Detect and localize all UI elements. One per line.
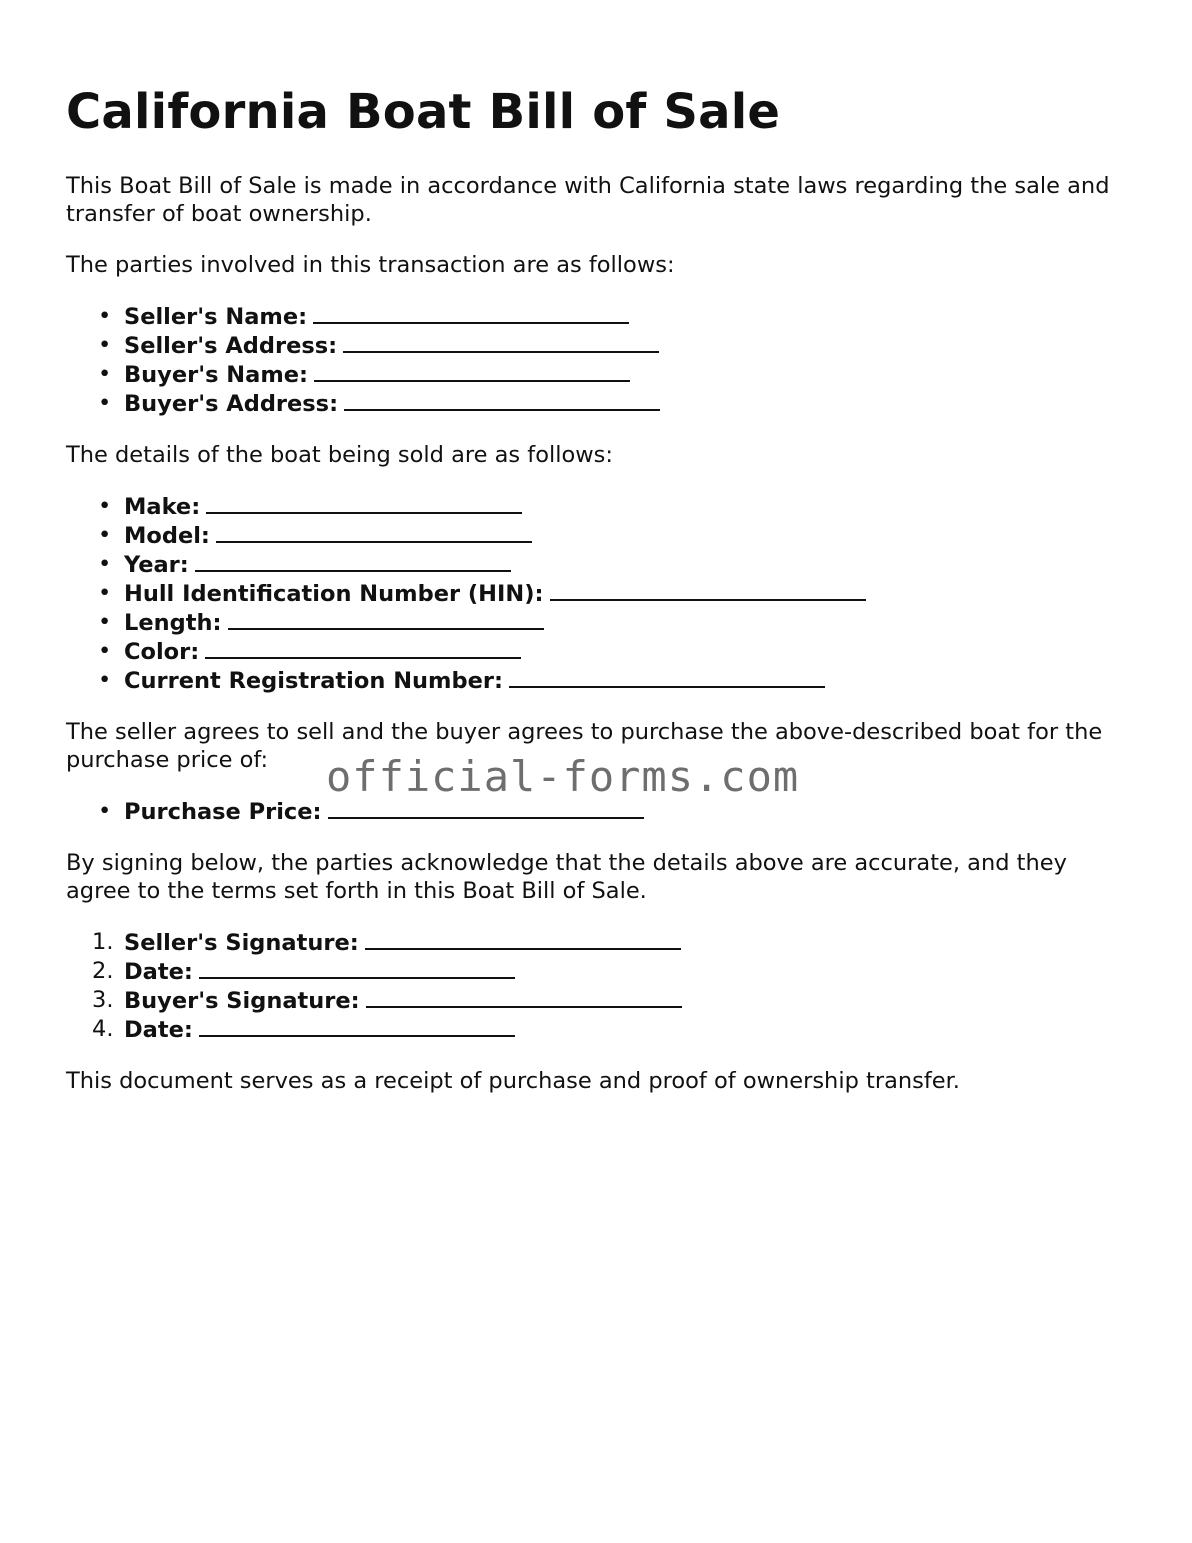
item-number: 4. [92, 1016, 114, 1042]
signature-intro: By signing below, the parties acknowledge that the details above are accurate, and they agree to the terms set forth in this Boat Bill of Sale. [66, 850, 1067, 904]
item-number: 3. [92, 987, 114, 1013]
bullet-icon: • [98, 390, 112, 416]
buyer-date-blank[interactable] [199, 1015, 515, 1037]
boat-details-list [66, 492, 1136, 695]
list-item [98, 492, 1136, 521]
parties-list [66, 302, 1136, 418]
list-item [98, 302, 1136, 331]
bullet-icon: • [98, 303, 112, 329]
list-item [92, 928, 1136, 957]
intro-paragraph: This Boat Bill of Sale is made in accordance with California state laws regarding the sale and transfer of boat ownership. [66, 173, 1110, 227]
field-label: Make: [124, 494, 201, 520]
sellers-name-blank[interactable] [313, 302, 629, 324]
field-label: Color: [124, 639, 200, 665]
bullet-icon: • [98, 361, 112, 387]
bullet-icon: • [98, 522, 112, 548]
seller-signature-blank[interactable] [365, 928, 681, 950]
closing-paragraph: This document serves as a receipt of purchase and proof of ownership transfer. [66, 1068, 960, 1094]
field-label: Buyer's Name: [124, 362, 309, 388]
bullet-icon: • [98, 332, 112, 358]
field-label: Seller's Address: [124, 333, 338, 359]
list-item [98, 666, 1136, 695]
boat-details-intro: The details of the boat being sold are as follows: [66, 442, 613, 468]
field-label: Buyer's Address: [124, 391, 339, 417]
registration-number-blank[interactable] [509, 666, 825, 688]
buyers-name-blank[interactable] [314, 360, 630, 382]
bullet-icon: • [98, 493, 112, 519]
bullet-icon: • [98, 638, 112, 664]
field-label: Date: [124, 1017, 193, 1043]
price-intro: The seller agrees to sell and the buyer agrees to purchase the above-described boat for the purchase price of: [66, 719, 1103, 773]
field-label: Year: [124, 552, 189, 578]
bullet-icon: • [98, 551, 112, 577]
field-label: Hull Identification Number (HIN): [124, 581, 544, 607]
item-number: 1. [92, 929, 114, 955]
item-number: 2. [92, 958, 114, 984]
field-label: Length: [124, 610, 222, 636]
field-label: Buyer's Signature: [124, 988, 360, 1014]
document-page [66, 78, 1136, 1095]
list-item [98, 521, 1136, 550]
list-item [92, 957, 1136, 986]
bullet-icon: • [98, 609, 112, 635]
list-item [98, 389, 1136, 418]
field-label: Seller's Signature: [124, 930, 359, 956]
list-item [92, 986, 1136, 1015]
list-item [98, 637, 1136, 666]
buyers-address-blank[interactable] [344, 389, 660, 411]
year-blank[interactable] [195, 550, 511, 572]
bullet-icon: • [98, 667, 112, 693]
hin-blank[interactable] [550, 579, 866, 601]
parties-intro: The parties involved in this transaction are as follows: [66, 252, 675, 278]
field-label: Current Registration Number: [124, 668, 503, 694]
bullet-icon: • [98, 580, 112, 606]
length-blank[interactable] [228, 608, 544, 630]
field-label: Purchase Price: [124, 799, 322, 825]
list-item [98, 360, 1136, 389]
list-item [98, 608, 1136, 637]
list-item [92, 1015, 1136, 1044]
seller-date-blank[interactable] [199, 957, 515, 979]
signature-list [66, 928, 1136, 1044]
field-label: Date: [124, 959, 193, 985]
color-blank[interactable] [205, 637, 521, 659]
sellers-address-blank[interactable] [343, 331, 659, 353]
field-label: Model: [124, 523, 210, 549]
model-blank[interactable] [216, 521, 532, 543]
watermark-text: official-forms.com [326, 752, 800, 801]
list-item [98, 550, 1136, 579]
make-blank[interactable] [206, 492, 522, 514]
buyer-signature-blank[interactable] [366, 986, 682, 1008]
field-label: Seller's Name: [124, 304, 308, 330]
list-item [98, 331, 1136, 360]
page-title: California Boat Bill of Sale [66, 84, 781, 140]
list-item [98, 579, 1136, 608]
bullet-icon: • [98, 798, 112, 824]
